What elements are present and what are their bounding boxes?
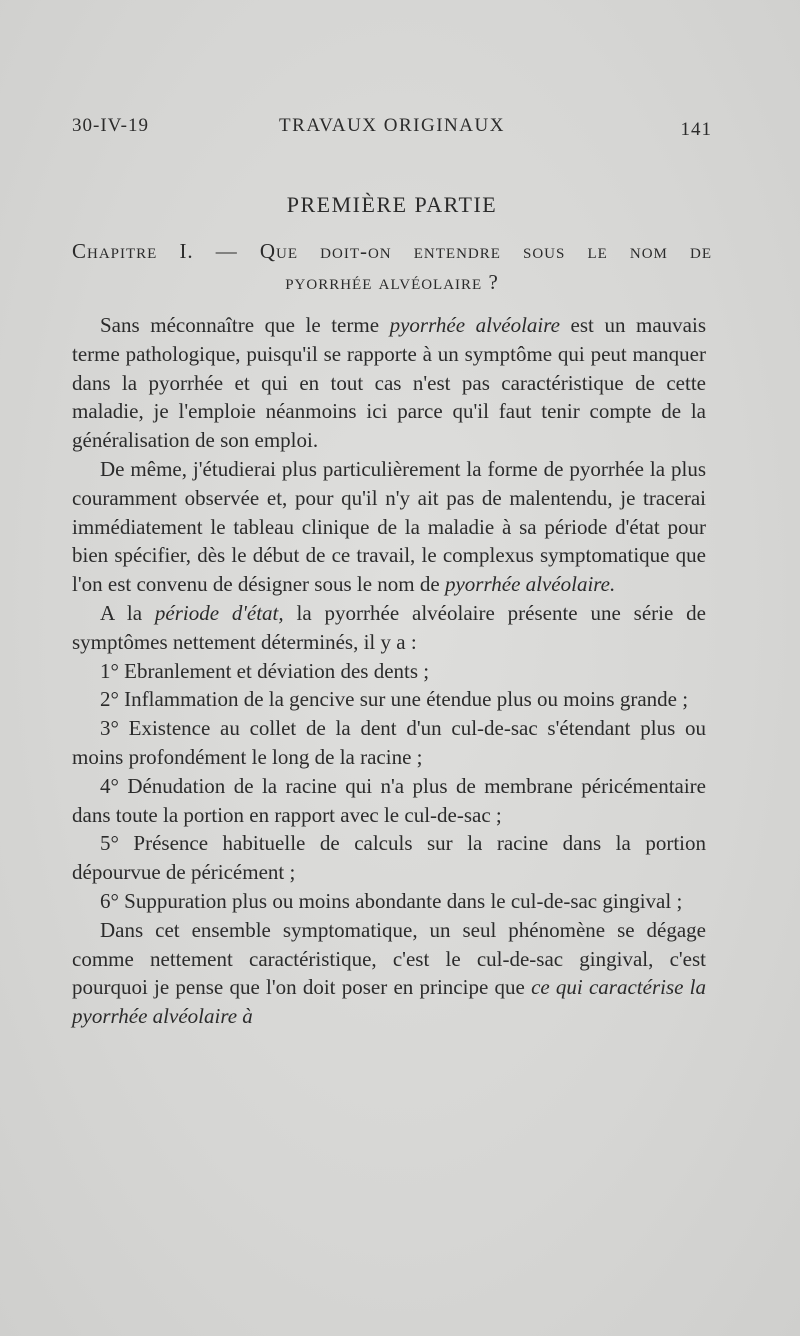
body-text bbox=[72, 311, 706, 1031]
running-header bbox=[72, 115, 712, 145]
paragraph-2-text-a: De même, j'étudierai plus particulièrement la forme de pyorrhée la plus couramment observée et, pour qu'il n'y ait pas de malentendu, je tracerai immédiatement le tableau clinique de la maladie à sa période d'état pour bien spécifier, dès le début de ce travail, le complexus symptomatique que l'on est convenu de désigner sous le nom de bbox=[72, 456, 706, 597]
paragraph-3-emphasis: période d'état, bbox=[154, 600, 284, 625]
paragraph-3-text-b: la pyorrhée alvéolaire présente une série de symptômes nettement déterminés, il y a : bbox=[72, 600, 706, 654]
paragraph-4-emphasis: ce qui caractérise la pyorrhée alvéolaire à bbox=[72, 975, 707, 1029]
paragraph-1-emphasis: pyorrhée alvéolaire bbox=[389, 313, 560, 337]
paragraph-1 bbox=[72, 311, 706, 455]
paragraph-3 bbox=[72, 599, 706, 657]
header-section: TRAVAUX ORIGINAUX bbox=[279, 115, 505, 136]
paragraph-1-text-a: Sans méconnaître que le terme bbox=[100, 313, 390, 337]
list-item-1: 1° Ebranlement et déviation des dents ; bbox=[100, 658, 430, 683]
list-item-2: 2° Inflammation de la gencive sur une étendue plus ou moins grande ; bbox=[100, 687, 689, 712]
list-item-6: 6° Suppuration plus ou moins abondante dans le cul-de-sac gingival ; bbox=[100, 888, 683, 913]
part-title: PREMIÈRE PARTIE bbox=[286, 192, 498, 217]
paragraph-2-emphasis: pyorrhée alvéolaire. bbox=[444, 572, 616, 597]
list-item-4: 4° Dénudation de la racine qui n'a plus de membrane péricémentaire dans toute la portion en rapport avec le cul-de-sac ; bbox=[72, 773, 706, 827]
chapter-heading-line-1: Chapitre I. — Que doit-on entendre sous le nom de bbox=[72, 239, 712, 263]
page-number: 141 bbox=[680, 119, 712, 140]
paragraph-4-text-a: Dans cet ensemble symptomatique, un seul phénomène se dégage comme nettement caractéristique, c'est le cul-de-sac gingival, c'est pourquoi je pense que l'on doit poser en principe que bbox=[72, 917, 706, 1000]
chapter-heading bbox=[72, 236, 712, 298]
list-item-3: 3° Existence au collet de la dent d'un cul-de-sac s'étendant plus ou moins profondément le long de la racine ; bbox=[72, 716, 706, 769]
paragraph-4 bbox=[72, 916, 706, 1031]
paragraph-3-text-a: A la bbox=[100, 600, 155, 625]
paragraph-1-text-b: est un mauvais terme pathologique, puisqu'il se rapporte à un symptôme qui peut manquer dans la pyorrhée et qui en tout cas n'est pas caractéristique de cette maladie, je l'emploie néanmoins ici parce qu'il faut tenir compte de la généralisation de son emploi. bbox=[72, 313, 707, 453]
paragraph-2 bbox=[72, 455, 706, 599]
list-item-5: 5° Présence habituelle de calculs sur la racine dans la portion dépourvue de péricément ; bbox=[72, 831, 706, 885]
chapter-heading-line-2: pyorrhée alvéolaire ? bbox=[285, 270, 499, 294]
header-date: 30-IV-19 bbox=[72, 115, 149, 136]
